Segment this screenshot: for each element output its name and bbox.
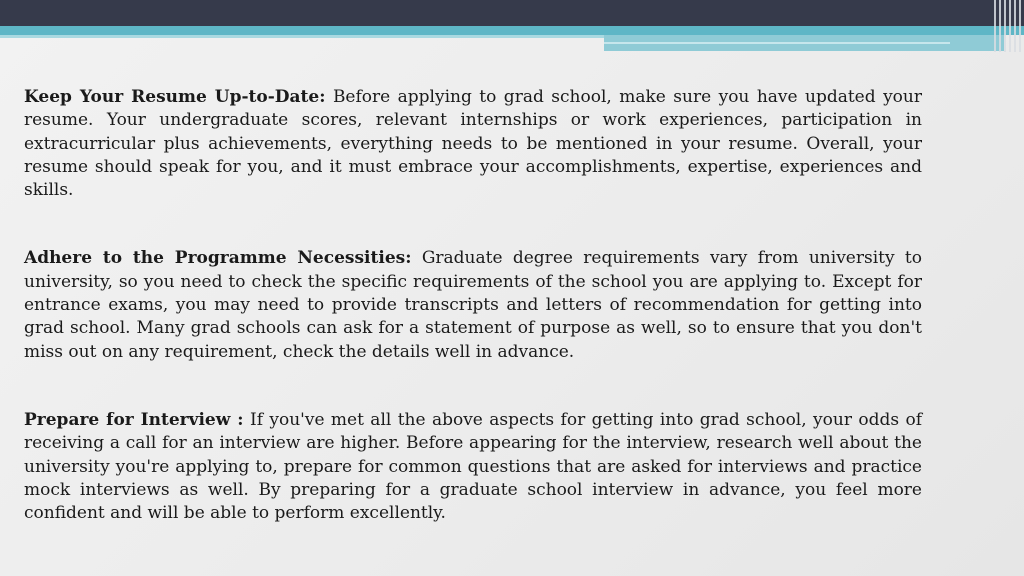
section-resume xyxy=(24,86,922,202)
section-interview xyxy=(24,409,922,525)
section-heading: Keep Your Resume Up-to-Date: xyxy=(24,87,326,107)
section-programme-necessities xyxy=(24,247,922,363)
header-accent-thin-stripe xyxy=(0,35,604,38)
header-accent-line xyxy=(604,42,950,44)
corner-decoration xyxy=(994,0,1024,52)
section-body: Graduate degree requirements vary from university to university, so you need to check the specific requirements of the school you are applying to. Except for entrance exams, you may need to provide transcripts and letters of recommendation for getting into grad school. Many grad schools can ask for a statement of purpose as well, so to ensure that you don't miss out on any requirement, check the details well in advance. xyxy=(24,248,922,362)
section-heading: Prepare for Interview : xyxy=(24,409,244,430)
section-body: Before applying to grad school, make sure you have updated your resume. Your undergraduate scores, relevant internships or work experiences, participation in extracurricular plus achievements, everything needs to be mentioned in your resume. Overall, your resume should speak for you, and it must embrace your accomplishments, expertise, experiences and skills. xyxy=(24,87,922,201)
slide-content xyxy=(24,86,922,525)
header-accent-stripe xyxy=(0,26,1024,35)
header-bar xyxy=(0,0,1024,26)
section-heading: Adhere to the Programme Necessities: xyxy=(24,248,412,269)
section-body: If you've met all the above aspects for getting into grad school, your odds of receiving a call for an interview are higher. Before appearing for the interview, research well about the university you're applying to, prepare for common questions that are asked for interviews and practice mock interviews as well. By preparing for a graduate school interview in advance, you feel more confident and will be able to perform excellently. xyxy=(24,409,922,524)
